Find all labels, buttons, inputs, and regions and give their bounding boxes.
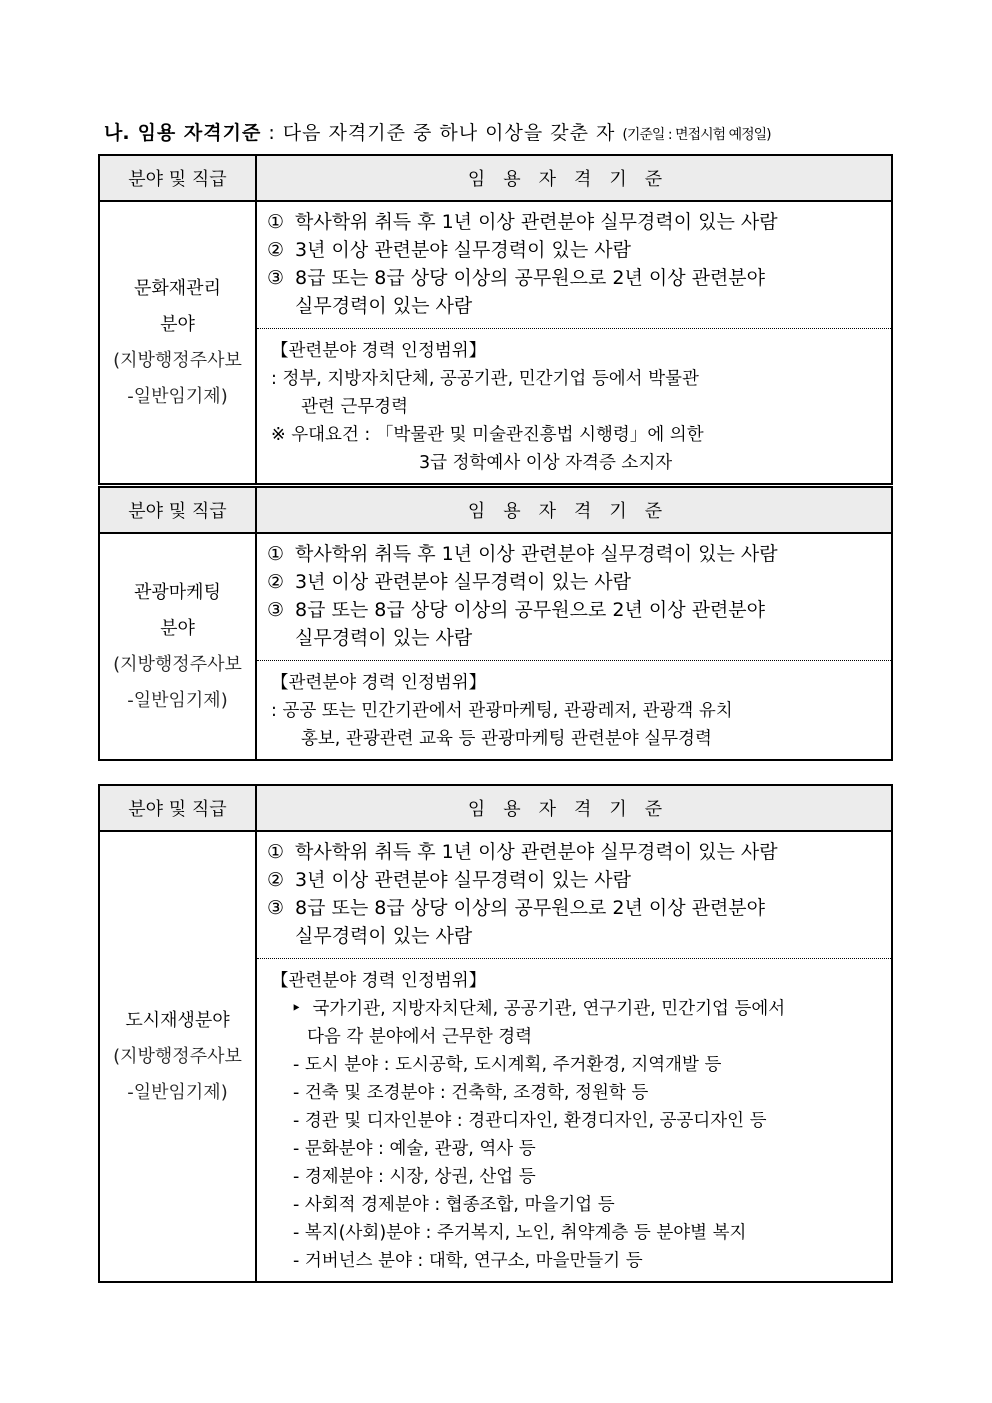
- sub-item: - 거버넌스 분야 : 대학, 연구소, 마을만들기 등: [293, 1251, 643, 1271]
- field-name-suffix: 분야: [160, 617, 195, 639]
- criteria-cell: [256, 201, 892, 484]
- sub-item: - 경제분야 : 시장, 상권, 산업 등: [293, 1167, 536, 1187]
- criteria-item: ② 3년 이상 관련분야 실무경력이 있는 사람: [267, 239, 631, 261]
- header-criteria: 임용자격기준: [256, 487, 892, 533]
- field-grade: (지방행정주사보: [113, 653, 242, 675]
- reference-date-note: (기준일 : 면접시험 예정일): [622, 127, 771, 143]
- range-text-continued: 홍보, 관광관련 교육 등 관광마케팅 관련분야 실무경력: [301, 729, 712, 749]
- qualification-table-tourism: [98, 486, 893, 761]
- range-text-continued: 다음 각 분야에서 근무한 경력: [307, 1027, 533, 1047]
- criteria-item: ③ 8급 또는 8급 상당 이상의 공무원으로 2년 이상 관련분야: [267, 267, 766, 289]
- bullet-icon: ‣: [291, 999, 302, 1019]
- field-name-suffix: 분야: [160, 313, 195, 335]
- range-text: ‣ 국가기관, 지방자치단체, 공공기관, 연구기관, 민간기업 등에서: [291, 999, 786, 1019]
- criteria-item-continued: 실무경력이 있는 사람: [295, 925, 473, 947]
- field-name: 문화재관리: [134, 277, 221, 299]
- qualification-table-heritage: [98, 154, 893, 485]
- section-description: : 다음 자격기준 중 하나 이상을 갖춘 자: [261, 122, 623, 144]
- field-name: 관광마케팅: [134, 581, 221, 603]
- criteria-item: ① 학사학위 취득 후 1년 이상 관련분야 실무경력이 있는 사람: [267, 841, 778, 863]
- field-grade-type: -일반임기제): [127, 689, 228, 711]
- criteria-item: ② 3년 이상 관련분야 실무경력이 있는 사람: [267, 869, 631, 891]
- field-grade: (지방행정주사보: [113, 349, 242, 371]
- sub-item: - 문화분야 : 예술, 관광, 역사 등: [293, 1139, 536, 1159]
- range-title: 【관련분야 경력 인정범위】: [271, 341, 487, 361]
- sub-item: - 도시 분야 : 도시공학, 도시계획, 주거환경, 지역개발 등: [293, 1055, 722, 1075]
- sub-item: - 복지(사회)분야 : 주거복지, 노인, 취약계층 등 분야별 복지: [293, 1223, 747, 1243]
- sub-item: - 건축 및 조경분야 : 건축학, 조경학, 정원학 등: [293, 1083, 649, 1103]
- preference-requirement: ※ 우대요건 : 「박물관 및 미술관진흥법 시행령」에 의한: [271, 425, 704, 445]
- criteria-item: ① 학사학위 취득 후 1년 이상 관련분야 실무경력이 있는 사람: [267, 211, 778, 233]
- criteria-list: [257, 202, 891, 328]
- header-criteria: 임용자격기준: [256, 785, 892, 831]
- section-heading: [104, 118, 924, 148]
- criteria-cell: [256, 831, 892, 1282]
- range-text-continued: 관련 근무경력: [301, 397, 408, 417]
- criteria-item: ① 학사학위 취득 후 1년 이상 관련분야 실무경력이 있는 사람: [267, 543, 778, 565]
- criteria-item-continued: 실무경력이 있는 사람: [295, 627, 473, 649]
- criteria-list: [257, 832, 891, 958]
- header-field-grade: 분야 및 직급: [99, 155, 256, 201]
- range-text: : 정부, 지방자치단체, 공공기관, 민간기업 등에서 박물관: [271, 369, 699, 389]
- criteria-list: [257, 534, 891, 660]
- criteria-item: ② 3년 이상 관련분야 실무경력이 있는 사람: [267, 571, 631, 593]
- career-range: [257, 958, 891, 1281]
- section-label: 임용 자격기준: [137, 122, 262, 144]
- header-criteria: 임용자격기준: [256, 155, 892, 201]
- field-name: 도시재생분야: [125, 1009, 230, 1031]
- header-field-grade: 분야 및 직급: [99, 487, 256, 533]
- field-cell: [99, 831, 256, 1282]
- criteria-item: ③ 8급 또는 8급 상당 이상의 공무원으로 2년 이상 관련분야: [267, 599, 766, 621]
- criteria-item-continued: 실무경력이 있는 사람: [295, 295, 473, 317]
- field-grade-type: -일반임기제): [127, 385, 228, 407]
- career-range: [257, 328, 891, 483]
- section-number: 나.: [104, 122, 130, 144]
- range-text: : 공공 또는 민간기관에서 관광마케팅, 관광레저, 관광객 유치: [271, 701, 733, 721]
- field-cell: [99, 201, 256, 484]
- qualification-table-urban-regeneration: [98, 784, 893, 1283]
- sub-item: - 사회적 경제분야 : 협종조합, 마을기업 등: [293, 1195, 615, 1215]
- preference-requirement-continued: 3급 정학예사 이상 자격증 소지자: [419, 453, 673, 473]
- sub-item: - 경관 및 디자인분야 : 경관디자인, 환경디자인, 공공디자인 등: [293, 1111, 767, 1131]
- range-title: 【관련분야 경력 인정범위】: [271, 971, 487, 991]
- field-cell: [99, 533, 256, 760]
- field-grade: (지방행정주사보: [113, 1045, 242, 1067]
- career-range: [257, 660, 891, 759]
- range-title: 【관련분야 경력 인정범위】: [271, 673, 487, 693]
- header-field-grade: 분야 및 직급: [99, 785, 256, 831]
- criteria-item: ③ 8급 또는 8급 상당 이상의 공무원으로 2년 이상 관련분야: [267, 897, 766, 919]
- field-grade-type: -일반임기제): [127, 1081, 228, 1103]
- criteria-cell: [256, 533, 892, 760]
